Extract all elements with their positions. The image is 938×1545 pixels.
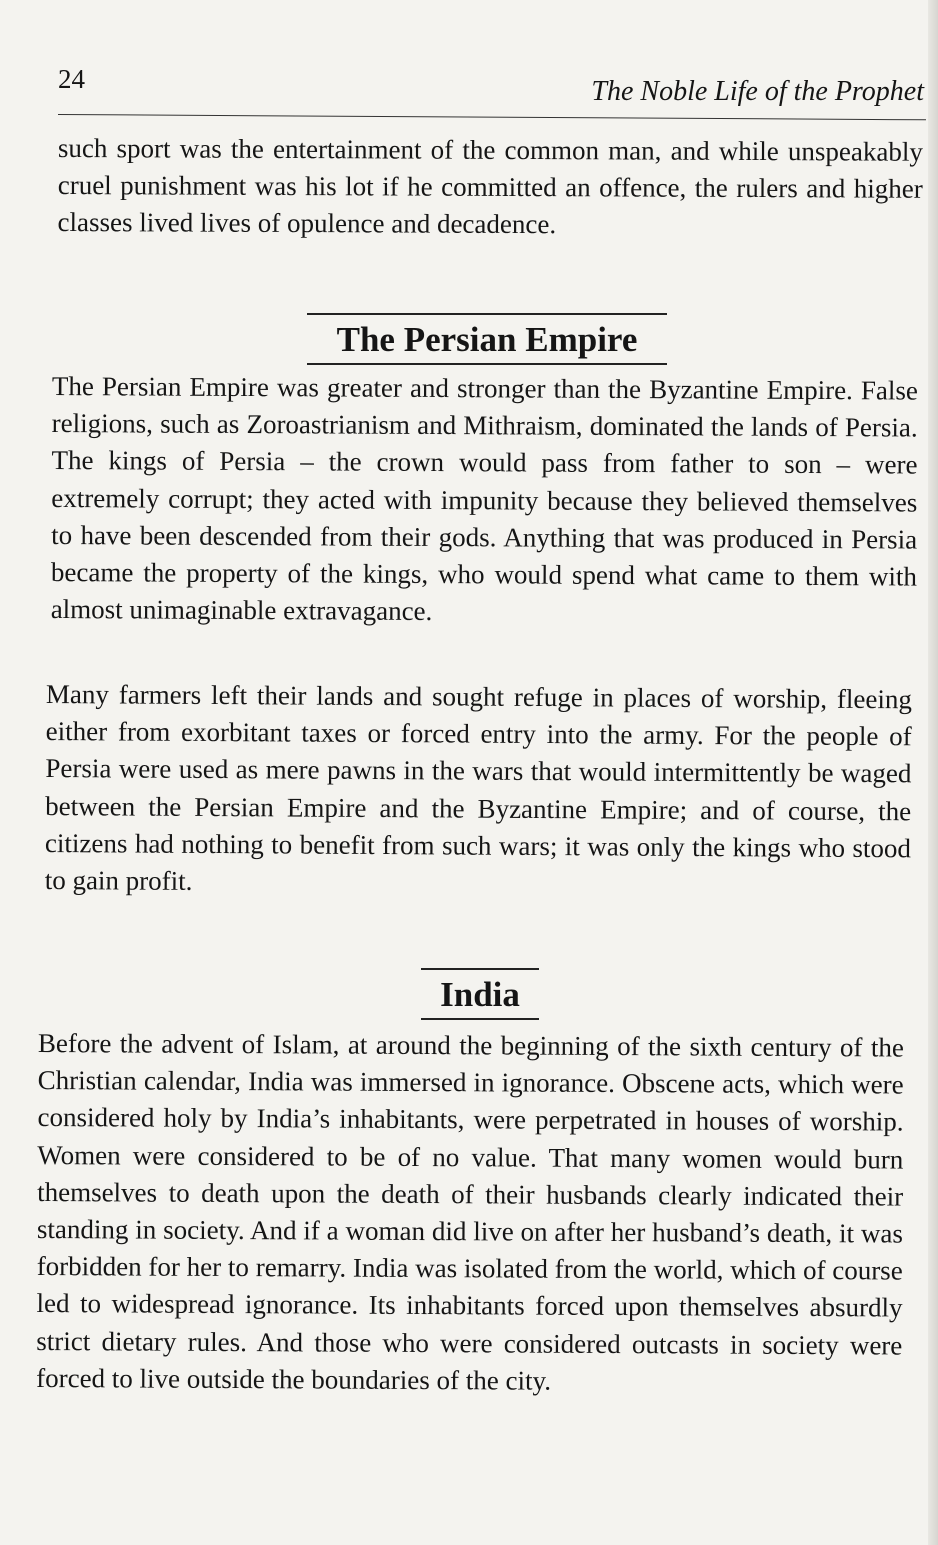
- header-rule: [58, 114, 926, 120]
- persian-paragraph-2: Many farmers left their lands and sought refuge in places of worship, fleeing either from exorbitant taxes or forced entry into the army. For the people of Persia were used as mere pawns in the wars that would intermittently be waged between the Persian Empire and the Byzantine Empire; and of course, the citizens had nothing to benefit from such wars; it was only the kings who stood to gain profit.: [44, 678, 912, 896]
- intro-paragraph: such sport was the entertainment of the common man, and while unspeakably cruel punishment was his lot if he committed an offence, the rulers and higher classes lived lives of opulence and decadence.: [57, 132, 923, 240]
- page-number: 24: [58, 64, 85, 94]
- page-edge: [928, 0, 938, 1545]
- persian-paragraph-1: The Persian Empire was greater and stronger than the Byzantine Empire. False religions, such as Zoroastrianism and Mithraism, dominated the lands of Persia. The kings of Persia – the crown would pass from father to son – were extremely corrupt; they acted with impunity because they believed themselves to have been descended from their gods. Anything that was produced in Persia became the property of the kings, who would spend what came to them with almost unimaginable extravagance.: [50, 370, 918, 627]
- running-title: The Noble Life of the Prophet: [591, 76, 924, 107]
- section-heading-india: India: [421, 968, 539, 1020]
- section-heading-persian-empire: The Persian Empire: [307, 313, 667, 365]
- india-paragraph-1: Before the advent of Islam, at around the beginning of the sixth century of the Christian calendar, India was immersed in ignorance. Obscene acts, which were considered holy by India’s inhabitants, were perpetrated in houses of worship. Women were considered to be of no value. That many women would burn themselves to death upon the death of their husbands clearly indicated their standing in society. And if a woman did live on after her husband’s death, it was forbidden for her to remarry. India was isolated from the world, which of course led to widespread ignorance. Its inhabitants forced upon themselves absurdly strict dietary rules. And those who were considered outcasts in society were forced to live outside the boundaries of the city.: [36, 1028, 904, 1396]
